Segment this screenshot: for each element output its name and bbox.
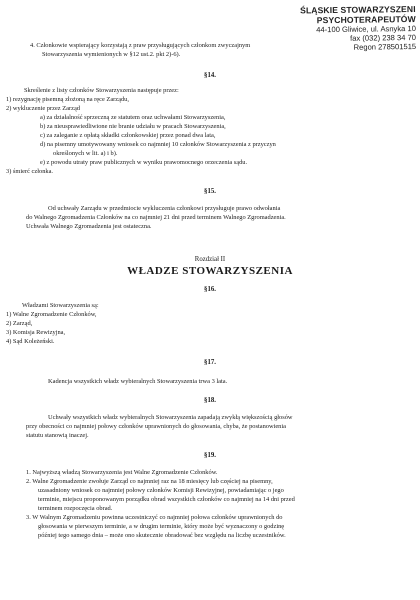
section-18-line: Uchwały wszystkich władz wybieralnych Stowarzyszenia zapadają zwykłą większością głosów — [48, 414, 293, 421]
organization-stamp — [300, 4, 416, 52]
section-19-line: później tego samego dnia – może ono skutecznie obradować bez względu na liczbę uczestników. — [38, 532, 286, 539]
chapter-title: WŁADZE STOWARZYSZENIA — [127, 265, 293, 277]
section-19-line: terminem rozpoczęcia obrad. — [38, 505, 113, 512]
section-14-subitem: a) za działalność sprzeczną ze statutem oraz uchwałami Stowarzyszenia, — [40, 114, 226, 121]
section-14-item: 3) śmierć członka. — [6, 168, 54, 175]
section-18-line: statutu stanowią inaczej. — [26, 432, 89, 439]
section-16-intro: Władzami Stowarzyszenia są: — [22, 302, 99, 309]
section-14-heading: §14. — [204, 72, 216, 79]
stamp-line-5: Regon 278501515 — [353, 41, 417, 52]
section-14-subitem: c) za zaleganie z opłatą składki członkowskiej przez ponad dwa lata, — [40, 132, 216, 139]
section-19-line: terminie, miejscu proponowanym porządku obrad wszystkich członków co najmniej na 14 dni przed — [38, 496, 295, 503]
section-16-item: 4) Sąd Koleżeński. — [6, 338, 55, 345]
section-19-line: głosowania w pierwszym terminie, a w drugim terminie, który może być wyznaczony o godzinę — [38, 523, 285, 530]
section-16-item: 3) Komisja Rewizyjna, — [6, 329, 66, 336]
section-14-subitem: b) za nieusprawiedliwione nie branie udziału w pracach Stowarzyszenia, — [40, 123, 226, 130]
section-15-line: do Walnego Zgromadzenia Członków na co najmniej 21 dni przed terminem Walnego Zgromadzenia. — [26, 214, 286, 221]
section-14-item: 1) rezygnację pisemną złożoną na ręce Zarządu, — [6, 96, 129, 103]
section-14-subitem: d) na pisemny umotywowany wniosek co najmniej 10 członków Stowarzyszenia z przyczyn — [40, 141, 276, 148]
section-16-item: 2) Zarząd, — [6, 320, 33, 327]
section-18-line: przy obecności co najmniej połowy członków uprawnionych do głosowania, chyba, że postanowienia — [26, 423, 286, 430]
section-18-heading: §18. — [204, 397, 216, 404]
section-16-heading: §16. — [204, 286, 216, 293]
member-rights-item-4-cont: Stowarzyszenia wymienionych w §12 ust.2. pkt 2)-6). — [42, 51, 181, 58]
section-16-item: 1) Walne Zgromadzenie Członków, — [6, 311, 97, 318]
stamp-line-1: ŚLĄSKIE STOWARZYSZENI — [300, 4, 417, 16]
section-15-heading: §15. — [204, 188, 216, 195]
section-19-line: uzasadniony wniosek co najmniej połowy członków Komisji Rewizyjnej, powiadamiając o jego — [38, 487, 284, 494]
section-14-intro: Skreślenie z listy członków Stowarzyszenia następuje przez: — [24, 87, 179, 94]
section-15-line: Uchwała Walnego Zgromadzenia jest ostateczna. — [26, 223, 152, 230]
section-19-line: 3. W Walnym Zgromadzeniu powinna uczestniczyć co najmniej połowa członków uprawnionych do — [26, 514, 283, 521]
section-14-subitem-cont: określonych w lit. a) i b). — [53, 150, 118, 157]
section-14-item: 2) wykluczenie przez Zarząd — [6, 105, 80, 112]
section-19-heading: §19. — [204, 452, 216, 459]
section-17-heading: §17. — [204, 359, 216, 366]
section-19-line: 2. Walne Zgromadzenie zwołuje Zarząd co najmniej raz na 18 miesięcy lub częściej na pisemny, — [26, 478, 273, 485]
member-rights-item-4: 4. Członkowie wspierający korzystają z praw przysługujących członkom zwyczajnym — [30, 42, 251, 49]
chapter-label: Rozdział II — [194, 256, 226, 263]
section-15-line: Od uchwały Zarządu w przedmiocie wykluczenia członkowi przysługuje prawo odwołania — [48, 205, 281, 212]
stamp-line-3: 44-100 Gliwice, ul. Asnyka 10 — [316, 23, 417, 35]
section-14-subitem: e) z powodu utraty praw publicznych w wyniku prawomocnego orzeczenia sądu. — [40, 159, 248, 166]
section-19-line: 1. Najwyższą władzą Stowarzyszenia jest Walne Zgromadzenie Członków. — [26, 469, 218, 476]
stamp-line-4: fax (032) 238 34 70 — [350, 32, 417, 43]
section-17-text: Kadencja wszystkich władz wybieralnych Stowarzyszenia trwa 3 lata. — [48, 378, 228, 385]
stamp-line-2: PSYCHOTERAPEUTÓW — [317, 13, 417, 26]
